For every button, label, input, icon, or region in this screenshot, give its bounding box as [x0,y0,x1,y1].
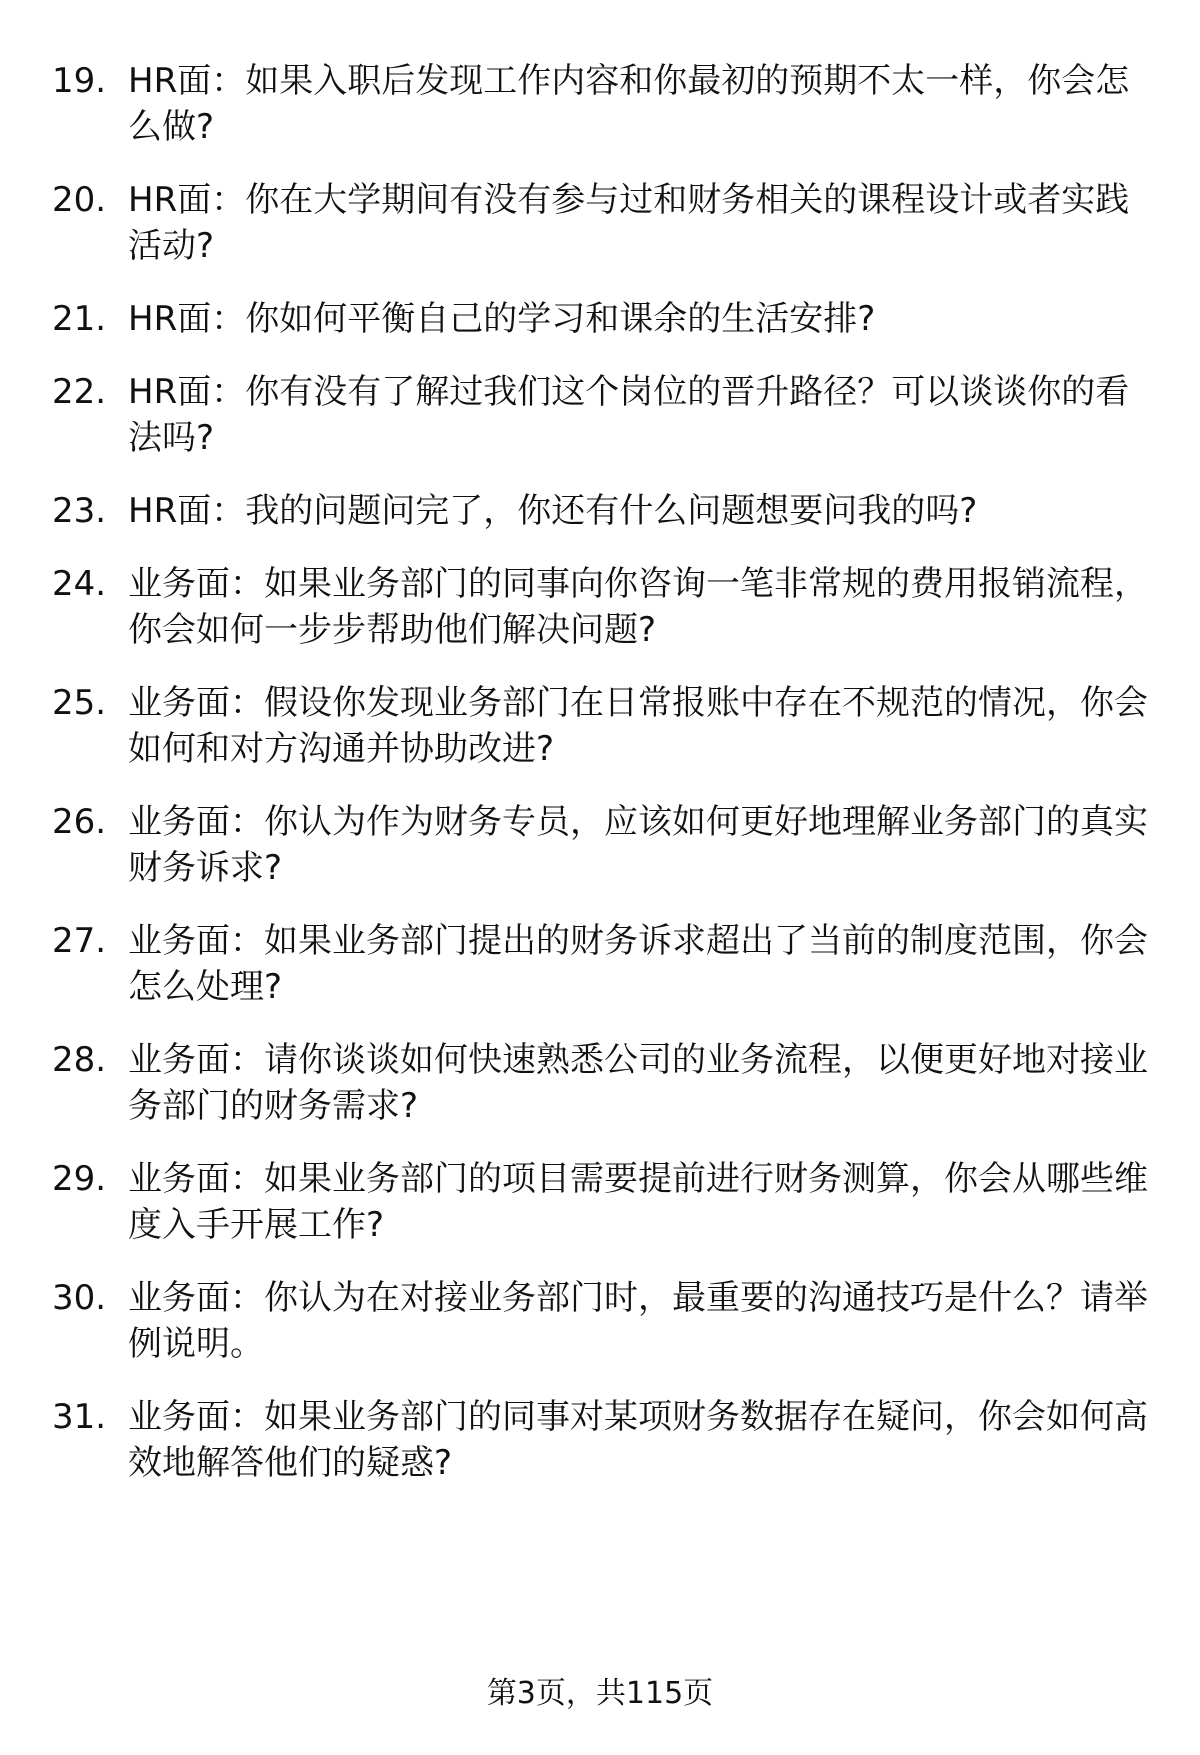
list-item [0,1037,1200,1129]
question-list [0,58,1200,1513]
item-text: 业务面：请你谈谈如何快速熟悉公司的业务流程，以便更好地对接业务部门的财务需求? [128,1040,1148,1126]
item-text: 业务面：如果业务部门提出的财务诉求超出了当前的制度范围，你会怎么处理? [128,921,1148,1007]
list-item [0,58,1200,150]
item-number: 28. [52,1040,107,1080]
item-number: 24. [52,564,107,604]
list-item [0,296,1200,342]
list-item [0,1394,1200,1486]
list-item [0,561,1200,653]
list-item [0,1275,1200,1367]
list-item [0,369,1200,461]
item-text: 业务面：如果业务部门的项目需要提前进行财务测算，你会从哪些维度入手开展工作? [128,1159,1148,1245]
item-text: HR面：你在大学期间有没有参与过和财务相关的课程设计或者实践活动? [128,180,1130,266]
item-number: 26. [52,802,107,842]
list-item [0,918,1200,1010]
page-footer: 第3页，共115页 [486,1676,714,1711]
list-item [0,799,1200,891]
item-number: 30. [52,1278,107,1318]
item-text: HR面：你如何平衡自己的学习和课余的生活安排? [128,299,876,339]
item-number: 31. [52,1397,107,1437]
list-item [0,1156,1200,1248]
item-number: 23. [52,491,107,531]
list-item [0,680,1200,772]
item-number: 19. [52,61,107,101]
item-text: 业务面：如果业务部门的同事向你咨询一笔非常规的费用报销流程，你会如何一步步帮助他们解决问题? [128,564,1148,650]
list-item [0,488,1200,534]
item-text: 业务面：假设你发现业务部门在日常报账中存在不规范的情况，你会如何和对方沟通并协助改进? [128,683,1148,769]
item-text: 业务面：你认为作为财务专员，应该如何更好地理解业务部门的真实财务诉求? [128,802,1148,888]
item-text: 业务面：你认为在对接业务部门时，最重要的沟通技巧是什么？请举例说明。 [128,1278,1148,1364]
item-number: 29. [52,1159,107,1199]
list-item [0,177,1200,269]
item-text: HR面：你有没有了解过我们这个岗位的晋升路径？可以谈谈你的看法吗? [128,372,1130,458]
item-text: 业务面：如果业务部门的同事对某项财务数据存在疑问，你会如何高效地解答他们的疑惑? [128,1397,1148,1483]
item-number: 20. [52,180,107,220]
item-number: 22. [52,372,107,412]
item-number: 27. [52,921,107,961]
item-number: 25. [52,683,107,723]
item-number: 21. [52,299,107,339]
item-text: HR面：如果入职后发现工作内容和你最初的预期不太一样，你会怎么做? [128,61,1130,147]
item-text: HR面：我的问题问完了，你还有什么问题想要问我的吗? [128,491,978,531]
